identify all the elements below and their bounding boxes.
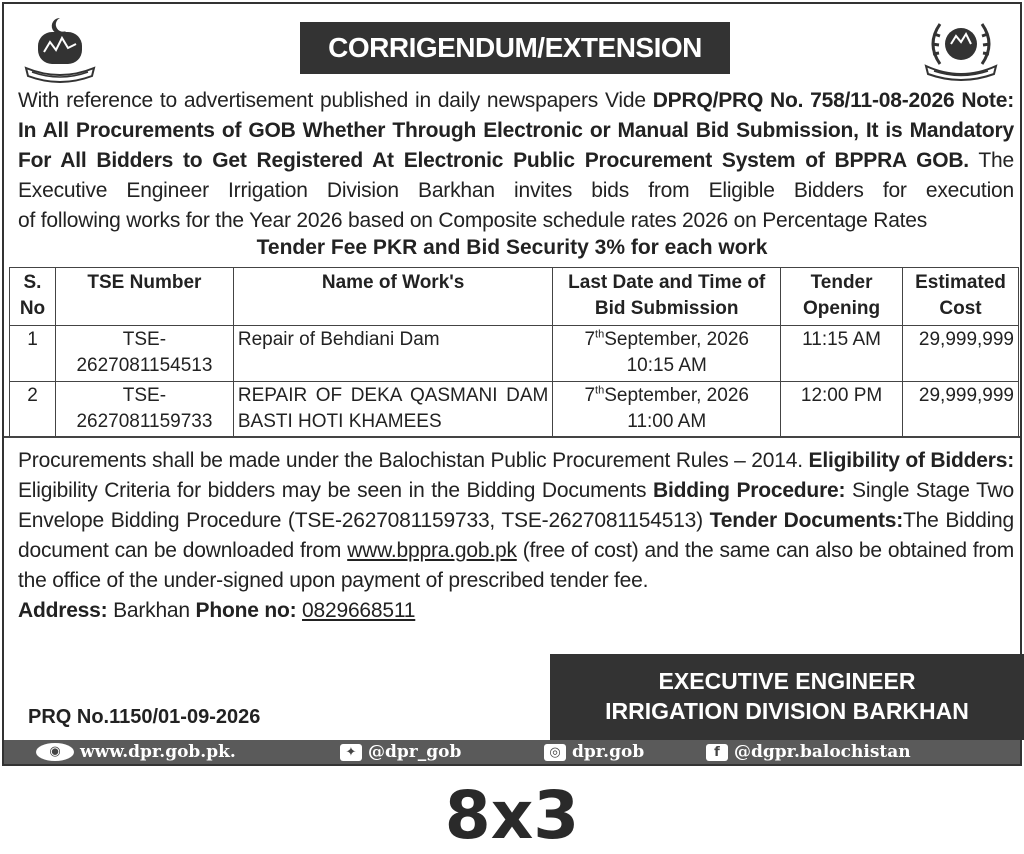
twitter-icon: ✦: [340, 744, 362, 761]
intro-paragraph: [18, 86, 1014, 236]
phone-label: Phone no:: [195, 599, 297, 622]
table-row: [10, 382, 1019, 438]
registration-note: Note: In All Procurements of GOB Whether Through Electronic or Manual Bid Submission, It is Mandatory For All Bidders to Get Registered At Electronic Public Procurement System of BPPRA GOB.: [18, 89, 1014, 172]
row-date: 7thSeptember, 2026 11:00 AM: [553, 382, 781, 438]
footer-bar: [4, 740, 1020, 764]
row-opening: 11:15 AM: [781, 326, 903, 382]
footer-facebook-text: @dgpr.balochistan: [734, 742, 911, 762]
signature-block: [550, 654, 1024, 740]
reference-number: DPRQ/PRQ No. 758/11-08-2026: [652, 89, 955, 112]
intro-schedule: of following works for the Year 2026 based on Composite schedule rates 2026 on Percentage Rates: [18, 209, 928, 232]
balochistan-emblem-icon: [22, 14, 98, 86]
documents-text-end: (free of cost) and the same can also be obtained from the office of the under-signed upon payment of prescribed tender fee.: [18, 539, 1014, 592]
row-cost: 29,999,999: [903, 382, 1019, 438]
documents-label: Tender Documents:: [709, 509, 904, 532]
row-tse: TSE- 2627081154513: [55, 326, 233, 382]
row-cost: 29,999,999: [903, 326, 1019, 382]
signature-title: EXECUTIVE ENGINEER: [658, 668, 916, 694]
footer-website-text: www.dpr.gob.pk.: [80, 742, 236, 762]
header-cost: Estimated Cost: [903, 268, 1019, 326]
header-date: Last Date and Time of Bid Submission: [553, 268, 781, 326]
works-table: [9, 267, 1019, 438]
phone-number-link[interactable]: 0829668511: [302, 599, 416, 622]
prq-number: PRQ No.1150/01-09-2026: [28, 706, 261, 728]
row-work: Repair of Behdiani Dam: [233, 326, 552, 382]
address-label: Address:: [18, 599, 108, 622]
ad-size-label: 8x3: [444, 777, 580, 854]
fee-line: Tender Fee PKR and Bid Security 3% for each work: [256, 236, 768, 259]
advertisement: [2, 2, 1022, 766]
procedure-text: Single Stage Two Envelope Bidding Procedure (TSE-2627081159733, TSE-2627081154513): [18, 479, 1014, 532]
eligibility-text: Eligibility Criteria for bidders may be seen in the Bidding Documents: [18, 479, 653, 502]
header-tse: TSE Number: [55, 268, 233, 326]
row-work: REPAIR OF DEKA QASMANI DAM BASTI HOTI KHAMEES: [233, 382, 552, 438]
row-tse: TSE- 2627081159733: [55, 382, 233, 438]
footer-twitter-text: @dpr_gob: [368, 742, 462, 762]
eligibility-label: Eligibility of Bidders:: [808, 449, 1014, 472]
bppra-website-link[interactable]: www.bppra.gob.pk: [347, 539, 517, 562]
intro-text: With reference to advertisement published in daily newspapers Vide: [18, 89, 653, 112]
signature-office: IRRIGATION DIVISION BARKHAN: [605, 698, 969, 724]
intro-invitation: The Executive Engineer Irrigation Division Barkhan invites bids from Eligible Bidders for execution: [18, 149, 1014, 202]
row-serial: 2: [10, 382, 56, 438]
documents-text: The Bidding document can be downloaded from: [18, 509, 1014, 562]
page-title: CORRIGENDUM/EXTENSION: [300, 22, 730, 74]
facebook-icon: f: [706, 744, 728, 761]
dgpr-emblem-icon: [920, 14, 1002, 86]
procedure-label: Bidding Procedure:: [653, 479, 846, 502]
address-value: Barkhan: [107, 599, 196, 622]
table-row: [10, 326, 1019, 382]
footer-facebook[interactable]: [706, 740, 911, 764]
footer-instagram[interactable]: [544, 740, 644, 764]
header-opening: Tender Opening: [781, 268, 903, 326]
row-date: 7thSeptember, 2026 10:15 AM: [553, 326, 781, 382]
header-work: Name of Work's: [233, 268, 552, 326]
table-header-row: [10, 268, 1019, 326]
section-divider: [4, 436, 1020, 438]
terms-paragraph: [18, 446, 1014, 626]
header-serial: S. No: [10, 268, 56, 326]
procurement-rules-text: Procurements shall be made under the Balochistan Public Procurement Rules – 2014.: [18, 449, 809, 472]
footer-instagram-text: dpr.gob: [572, 742, 645, 762]
footer-twitter[interactable]: [340, 740, 461, 764]
instagram-icon: ◎: [544, 744, 566, 761]
globe-icon: ◉: [36, 743, 74, 761]
row-opening: 12:00 PM: [781, 382, 903, 438]
row-serial: 1: [10, 326, 56, 382]
footer-website[interactable]: [36, 740, 236, 764]
